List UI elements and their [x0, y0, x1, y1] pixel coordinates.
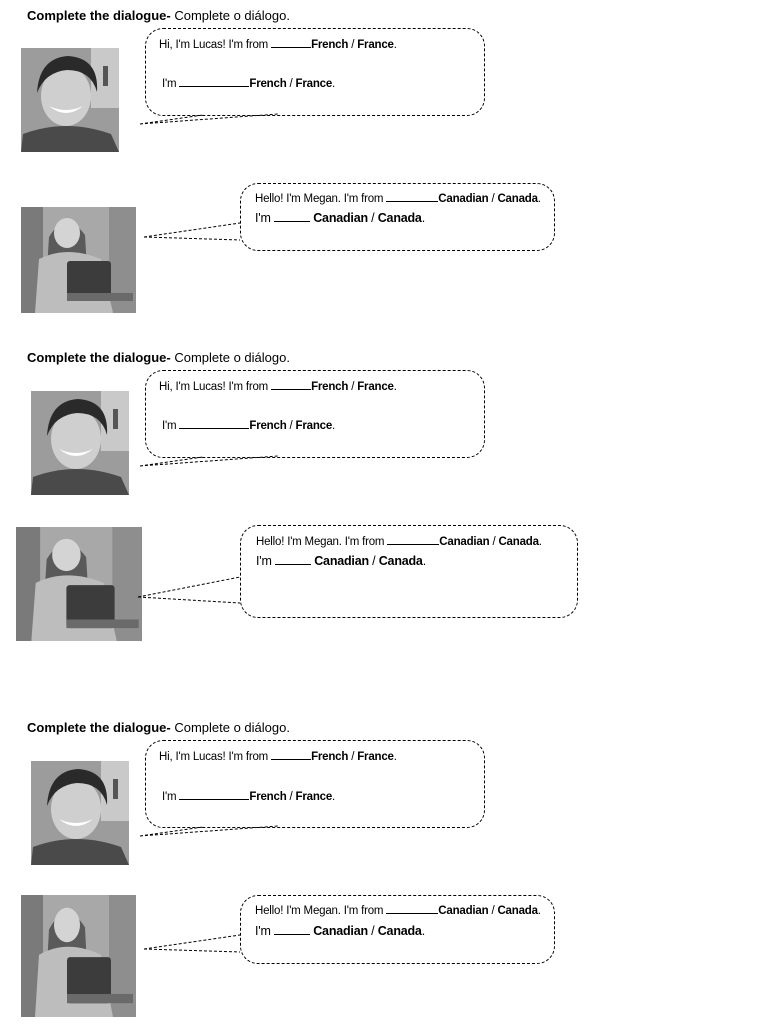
lucas-line-1: Hi, I'm Lucas! I'm from French / France. — [159, 39, 397, 51]
lucas-photo-3 — [31, 761, 129, 865]
lucas-bubble-tail-2 — [138, 454, 298, 470]
lucas-bubble-tail-1 — [138, 112, 298, 128]
lucas-line-2: I'm French / France. — [162, 791, 336, 803]
section-3-heading: Complete the dialogue- Complete o diálogo. — [27, 720, 290, 735]
megan-line-2: I'm Canadian / Canada. — [255, 211, 425, 225]
megan-bubble-tail-1 — [142, 220, 244, 244]
lucas-line-2: I'm French / France. — [162, 420, 336, 432]
lucas-line-1: Hi, I'm Lucas! I'm from French / France. — [159, 751, 397, 763]
megan-bubble-tail-3 — [142, 932, 244, 956]
megan-line-1: Hello! I'm Megan. I'm from Canadian / Canada. — [255, 905, 541, 917]
megan-photo-1 — [21, 207, 136, 313]
megan-line-2: I'm Canadian / Canada. — [255, 924, 425, 938]
section-1-heading: Complete the dialogue- Complete o diálogo. — [27, 8, 290, 23]
megan-photo-3 — [21, 895, 136, 1017]
lucas-line-2: I'm French / France. — [162, 78, 336, 90]
megan-line-1: Hello! I'm Megan. I'm from Canadian / Canada. — [255, 193, 541, 205]
lucas-bubble-tail-3 — [138, 824, 298, 840]
megan-photo-2 — [16, 527, 142, 641]
lucas-photo-1 — [21, 48, 119, 152]
lucas-line-1: Hi, I'm Lucas! I'm from French / France. — [159, 381, 397, 393]
megan-line-1: Hello! I'm Megan. I'm from Canadian / Canada. — [256, 536, 542, 548]
megan-line-2: I'm Canadian / Canada. — [256, 554, 426, 568]
lucas-photo-2 — [31, 391, 129, 495]
megan-bubble-tail-2 — [136, 573, 244, 607]
section-2-heading: Complete the dialogue- Complete o diálogo. — [27, 350, 290, 365]
